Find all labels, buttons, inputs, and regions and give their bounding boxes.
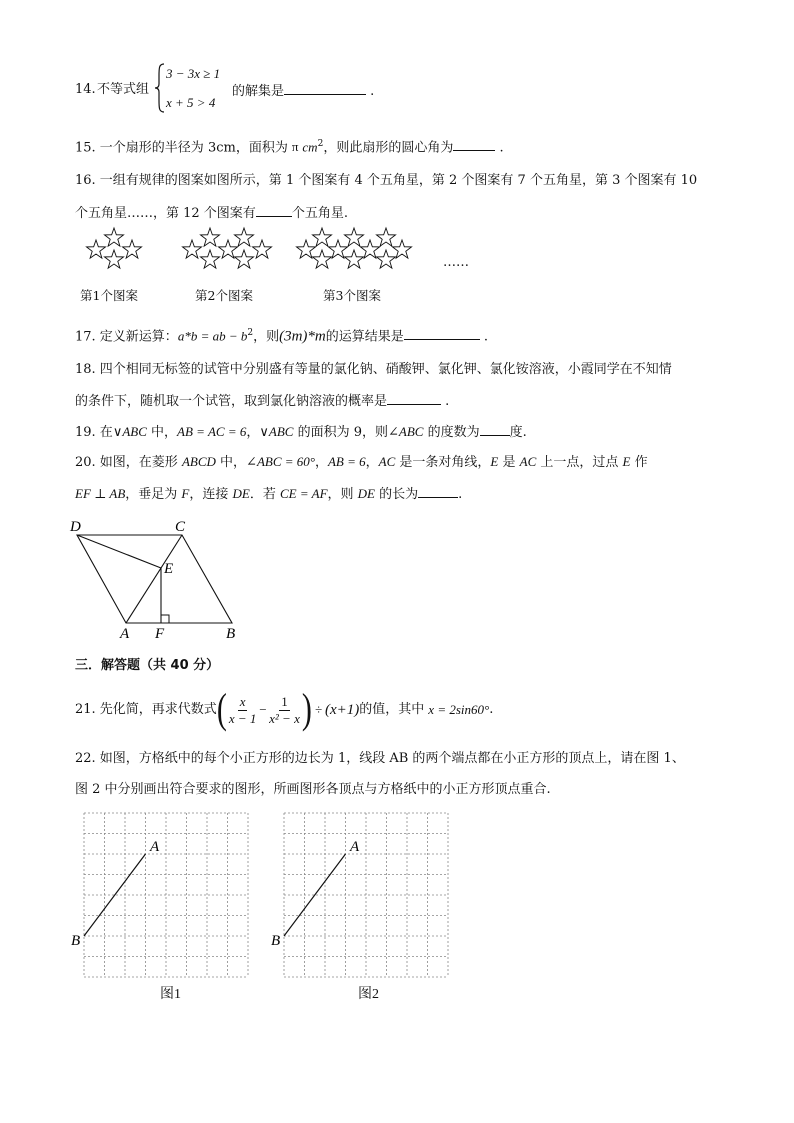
q16-line-2 [75,202,348,224]
fraction-2 [267,694,302,727]
q19-text: 19. 在 [75,425,113,440]
caption-pattern-1: 第1个图案 [80,288,138,303]
label-f: F [155,626,165,642]
q22-line-1: 22. 如图，方格纸中的每个小正方形的边长为 1，线段 AB 的两个端点都在小正方形的顶点上，请在图 1、 [75,751,685,766]
answer-blank[interactable] [404,325,480,340]
q19-mid2: ， [246,425,260,440]
q21-post: 的值，其中 [359,702,425,717]
pattern-1-stars [86,228,141,268]
q20-f: F [181,486,190,501]
q20-de: DE [232,486,250,501]
grid-lines-1 [84,813,248,977]
label-a-2: A [350,839,360,855]
q17-expression: (3m)*m [279,328,326,345]
q20-text-k: 的长为 [375,487,419,502]
star-pattern-figures [80,222,480,280]
q19-end: 度. [509,425,527,440]
q14-post-text: 的解集是 [232,84,285,99]
q17-definition: a*b = ab − b [177,328,248,344]
q18-line-2-text: 的条件下，随机取一个试管，取到氯化钠溶液的概率是 [75,394,388,409]
q20-text-d: 是 [498,455,520,470]
q15-post-text: ，则此扇形的圆心角为 [323,140,454,156]
q19-angle: ∠ABC [387,424,424,439]
q20-line-2 [75,483,462,505]
divide-sign: ÷ [314,702,322,717]
q20-text-e: 上一点，过点 [536,455,623,470]
q14-period: . [370,84,375,99]
q20-text-b: 中， [215,455,247,470]
left-paren: ( [216,686,227,733]
q20-de-2: DE [357,486,375,501]
right-angle-mark [161,615,169,623]
q17-post: 的运算结果是 [325,329,404,345]
q15-period: . [499,140,504,156]
q19-mid3: 的面积为 9，则 [293,425,388,440]
q20-e-2: E [622,454,631,469]
q14-inequality-1: 3 − 3x ≥ 1 [166,66,221,81]
q21-factor: (x+1) [325,702,360,718]
answer-blank[interactable] [453,136,495,151]
right-paren: ) [301,686,312,733]
segment-de [77,535,161,568]
q21-period: . [489,702,494,717]
q20-abcd: ABCD [181,454,216,469]
answer-blank[interactable] [256,202,292,217]
q20-condition: CE = AF [279,486,328,501]
label-b: B [226,626,236,642]
minus-sign: − [258,702,268,717]
answer-blank[interactable] [480,421,510,436]
rhombus-figure [66,516,246,646]
caption-pattern-3: 第3个图案 [323,288,381,303]
diagonal-ac [126,535,182,623]
q15-text: 15. 一个扇形的半径为 3cm，面积为 [75,140,288,156]
q19-equation: AB = AC = 6 [177,424,247,439]
fraction-1-den: x − 1 [228,710,257,726]
q18-period: . [445,394,450,409]
caption-pattern-2: 第2个图案 [195,288,253,303]
label-a: A [120,626,130,642]
q20-text-h: ，连接 [189,487,233,502]
grid-lines-2 [284,813,448,977]
q21-condition: x = 2sin60° [428,702,490,717]
q14-tail [232,80,374,102]
pattern-2-stars [182,228,271,268]
pi-symbol: π [291,139,299,155]
label-d: D [70,519,81,535]
q19-triangle-2: ∨ABC [259,424,294,439]
superscript-2: 2 [247,328,254,338]
label-b-2: B [271,933,281,949]
caption-fig1: 图1 [160,987,181,1002]
q20-e: E [490,454,499,469]
q17-line [75,323,488,347]
q18-line-2 [75,390,449,412]
brace-icon [154,62,166,114]
q20-text-i: ．若 [249,487,280,502]
q20-text-c: 是一条对角线， [395,455,491,470]
unit-cm: cm [302,139,318,155]
fraction-2-den: x² − x [269,710,300,726]
fraction-1-num: x [239,693,246,709]
q21-line [75,686,494,733]
q19-triangle: ∨ABC [112,424,147,439]
q20-comma: ， [365,455,379,470]
caption-fig2: 图2 [358,987,379,1002]
q20-text-j: ，则 [327,487,358,502]
q18-line-1: 18. 四个相同无标签的试管中分别盛有等量的氯化钠、硝酸钾、氯化钾、氯化铵溶液，小霞同学在不知情 [75,362,672,377]
q20-ab: AB = 6 [327,454,366,469]
q21-text: 21. 先化简，再求代数式 [75,702,217,717]
q19-post: 的度数为 [423,425,480,440]
pattern-3-stars [296,228,411,268]
q20-perp: EF ⊥ AB [75,486,126,501]
q20-text-f: 作 [630,455,648,470]
q20-period: . [458,487,463,502]
q19-line [75,421,527,443]
q15-line [75,134,504,158]
section-title: 三．解答题（共 40 分） [75,658,220,673]
answer-blank[interactable] [284,80,366,95]
q16-line-2-text: 个五角星……，第 12 个图案有 [75,206,256,221]
q20-text-a: 20. 如图，在菱形 [75,455,182,470]
label-b-1: B [71,933,81,949]
q20-line-1 [75,452,648,473]
label-e: E [164,561,174,577]
q14-text: 不等式组 [97,82,150,97]
fraction-2-num: 1 [281,693,288,709]
q16-line-1: 16. 一组有规律的图案如图所示，第 1 个图案有 4 个五角星，第 2 个图案有 7 个五角星，第 3 个图案有 10 [75,173,698,188]
q20-ac-2: AC [519,454,537,469]
label-c: C [175,519,186,535]
q20-text-g: ，垂足为 [125,487,182,502]
q17-period: . [483,329,489,345]
q20-ac: AC [378,454,396,469]
ellipsis: …… [443,255,469,270]
fraction-1 [227,694,259,727]
grid-figure-1 [70,808,260,983]
q17-text: 17. 定义新运算： [75,329,178,345]
superscript-2: 2 [317,139,324,149]
q19-mid1: 中， [146,425,178,440]
answer-blank[interactable] [418,483,458,498]
q22-line-2: 图 2 中分别画出符合要求的图形，所画图形各顶点与方格纸中的小正方形顶点重合. [75,782,551,797]
q16-line-2-end: 个五角星. [291,206,348,221]
q17-mid: ，则 [253,329,280,345]
answer-blank[interactable] [387,390,441,405]
grid-figure-2 [270,808,460,983]
q14-inequality-2: x + 5 > 4 [166,95,216,110]
q20-comma: ， [314,455,328,470]
label-a-1: A [150,839,160,855]
q20-angle: ∠ABC = 60° [246,454,315,469]
q14-number: 14. [75,82,96,97]
